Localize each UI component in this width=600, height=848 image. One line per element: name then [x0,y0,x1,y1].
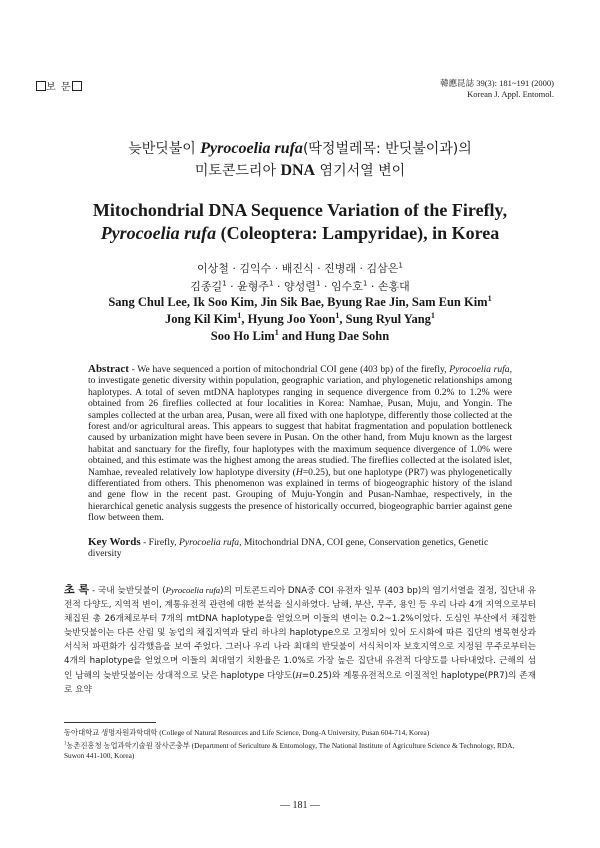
section-label [36,78,82,93]
abstract-heading: Abstract [88,363,129,375]
journal-citation [440,78,554,100]
keywords: Key Words - Firefly, Pyrocoelia rufa, Mitochondrial DNA, COI gene, Conservation genetics, Genetic diversity [88,536,489,560]
title-english-line-2: Pyrocoelia rufa (Coleoptera: Lampyridae), in Korea [100,223,500,243]
footnote-divider [64,722,156,723]
abstract: Abstract - We have sequenced a portion of mitochondrial COI gene (403 bp) of the firefly, Pyrocoelia rufa, to investigate genetic diversity within population, geographic variation, and phylogenetic relationships among haplotypes. A total of seven mtDNA haplotypes ranging in sequence divergence from 0.2% to 1.2% were obtained from 26 fireflies collected at four localities in Korea: Namhae, Pusan, Muju, and Yongin. The samples collected at the urban area, Pusan, were all fixed with one haplotype, differently those collected at the forest and/or agricultural areas. This appears to suggest that habitat fragmentation and population bottleneck caused by urbanization might have been severe in Pusan. On the other hand, from Muju known as the largest habitat and sanctuary for the firefly, four haplotypes with the maximum sequence divergence of 1.0% were obtained, and this estimate was the highest among the areas studied. The fireflies collected at the isolated islet, Namhae, revealed relatively low haplotype diversity (H=0.25), but one haplotype (PR7) was phylogenetically differentiated from others. This phenomenon was explained in terms of biogeographic history of the island and gene flow in the recent past. Grouping of Muju-Yongin and Pusan-Namhae, respectively, in the hierarchical genetic analysis suggests the presence of historically occurred, biogeographic barrier against gene flow between them. [88,363,513,524]
square-bullet-icon [72,81,82,91]
title-korean-line-1: 늦반딧불이 Pyrocoelia rufa(딱정벌레목: 반딧불이과)의 [128,140,472,157]
korean-abstract: 초 록 - 국내 늦반딧불이 (Pyrocoelia rufa)의 미토콘드리아 DNA중 COI 유전자 일부 (403 bp)의 염기서열을 결정, 집단내 유전적 다양도, 지역적 변이, 계통유전적 관련에 대한 분석을 실시하였다. 남해, 부산, 무주, 용인 등 우리 나라 4개 지역으로부터 채집된 총 26개체로부터 7개의 mtDNA haplotype을 얻었으며 이들의 변이는 0.2~1.2%이었다. 도심인 부산에서 채집한 늦반딧불이는 다른 산림 및 농업의 채집지역과 달리 하나의 haplotype으로 고정되어 있어 도시화에 따른 집단의 병목현상과 서식처 파편화가 심각했음을 보여 주었다. 그러나 우리 나라 최대의 반딧불이 서식처이자 보호지역으로 지정된 무주로부터는 4개의 haplotype을 얻었으며 이들의 최대염기 치환율은 1.0%로 가장 높은 집단내 유전적 다양도를 나타내었다. 근해의 섬인 남해의 늦반딧불이는 상대적으로 낮은 haplotype 다양도(H=0.25)와 계통유전적으로 이질적인 haplotype(PR7)의 존재로 요약 [64,583,536,695]
korean-abstract-heading: 초 록 [64,583,90,596]
authors-english-line-3: Soo Ho Lim$^1$ and Hung Dae Sohn [210,327,390,343]
title-korean [40,138,560,182]
section-text: 보 문 [46,82,72,93]
title-species: Pyrocoelia rufa [200,140,303,157]
title-korean-line-2: 미토콘드리아 DNA 염기서열 변이 [194,162,406,179]
authors-korean [40,260,560,296]
journal-line-2: Korean J. Appl. Entomol. [467,89,554,99]
footnote-affiliation-1: 동아대학교 생명자원과학대학 (College of Natural Resources and Life Science, Dong-A University, Pusan 604-714, Korea) [64,728,430,737]
authors-korean-line-1: 이상철 · 김익수 · 배진식 · 진병래 · 김삼은$^1$ [197,260,403,275]
authors-english [40,294,560,345]
square-bullet-icon [36,81,46,91]
journal-line-1: 韓應昆誌 39(3): 181~191 (2000) [440,78,554,88]
authors-korean-line-2: 김종길$^1$ · 윤형주$^1$ · 양성렬$^1$ · 임수호$^1$ · 손홍대 [190,278,410,293]
authors-english-line-2: Jong Kil Kim$^1$, Hyung Joo Yoon$^1$, Sung Ryul Yang$^1$ [165,310,435,326]
authors-english-line-1: Sang Chul Lee, Ik Soo Kim, Jin Sik Bae, Byung Rae Jin, Sam Eun Kim$^1$ [108,293,492,309]
page-number: — 181 — [280,800,320,811]
footnotes [64,728,536,762]
title-english-line-1: Mitochondrial DNA Sequence Variation of the Firefly, [92,200,508,220]
title-english [40,199,560,245]
keywords-heading: Key Words [88,536,141,548]
footnote-affiliation-2: $^1$농촌진흥청 농업과학기술원 잠사곤충부 (Department of Sericulture & Entomology, The National Institute of Agriculture Science & Technology, RDA, Suwon 441-100, Korea) [64,740,515,760]
